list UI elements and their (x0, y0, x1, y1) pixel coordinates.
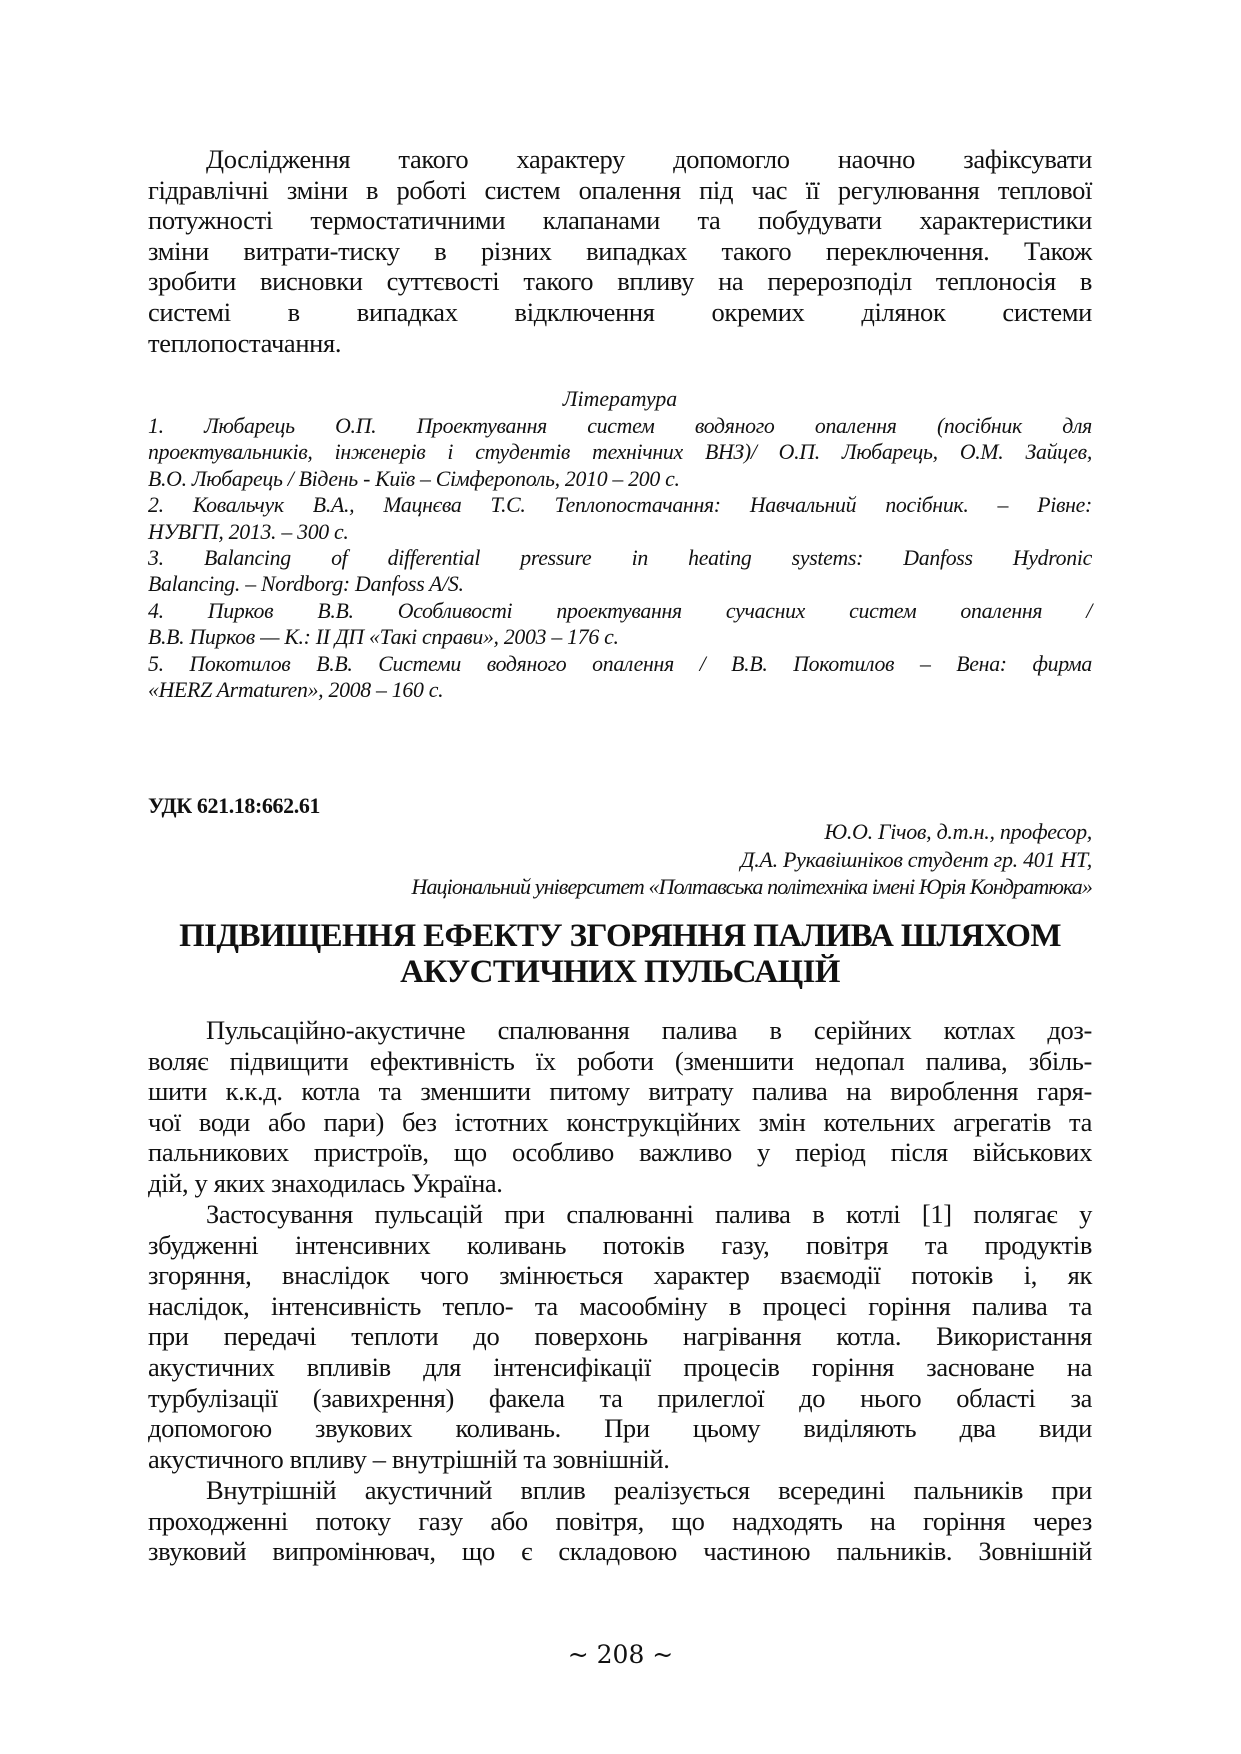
text-line: 2. Ковальчук В.А., Мацнєва Т.С. Теплопостачання: Навчальний посібник. – Рівне: (148, 493, 1092, 518)
text-line: 1. Любарець О.П. Проектування систем водяного опалення (посібник для (148, 414, 1092, 438)
text-line: Внутрішній акустичний вплив реалізується всередині пальників при (206, 1475, 1092, 1505)
body-paragraph-2 (148, 1199, 1092, 1474)
body-paragraph-3 (148, 1475, 1092, 1567)
text-line: системі в випадках відключення окремих ділянок системи (148, 296, 1092, 327)
affiliation: Національний університет «Полтавська політехніка імені Юрія Кондратюка» (411, 874, 1092, 899)
text-line: проходженні потоку газу або повітря, що надходять на горіння через (148, 1505, 1092, 1536)
udc-code: УДК 621.18:662.61 (148, 793, 321, 818)
text-line: шити к.к.д. котла та зменшити питому витрату палива на вироблення гаря- (148, 1076, 1092, 1107)
text-line: 3. Balancing of differential pressure in heating systems: Danfoss Hydronic (148, 546, 1092, 571)
text-line: 4. Пирков В.В. Особливості проектування сучасних систем опалення / (148, 598, 1092, 623)
article-title (140, 918, 1100, 990)
top-paragraph (148, 144, 1092, 358)
body-paragraph-1 (148, 1015, 1092, 1199)
text-line: звуковий випромінювач, що є складовою частиною пальників. Зовнішній (148, 1536, 1092, 1567)
text-line: чої води або пари) без істотних конструкційних змін котельних агрегатів та (148, 1106, 1092, 1137)
references-list (148, 413, 1092, 703)
author-line: Ю.О. Гічов, д.т.н., професор, (824, 819, 1092, 844)
text-line: зробити висновки суттєвості такого впливу на перерозподіл теплоносія в (148, 266, 1092, 297)
text-line: допомогою звукових коливань. При цьому виділяють два види (148, 1413, 1092, 1444)
text-line: «HERZ Armaturen», 2008 – 160 с. (148, 678, 444, 703)
text-line: 5. Покотилов В.В. Системи водяного опалення / В.В. Покотилов – Вена: фирма (148, 651, 1092, 676)
reference-item (148, 651, 1092, 704)
text-line: згоряння, внаслідок чого змінюється характер взаємодії потоків і, як (148, 1260, 1092, 1291)
author-line: Д.А. Рукавішніков студент гр. 401 НТ, (740, 846, 1092, 872)
text-line: гідравлічні зміни в роботі систем опалення під час її регулювання теплової (148, 174, 1092, 205)
text-line: Пульсаційно-акустичне спалювання палива в серійних котлах доз- (206, 1015, 1092, 1045)
text-line: наслідок, інтенсивність тепло- та масообміну в процесі горіння палива та (148, 1290, 1092, 1321)
text-line: теплопостачання. (148, 327, 342, 358)
text-line: НУВГП, 2013. – 300 с. (148, 519, 349, 544)
text-line: акустичних впливів для інтенсифікації процесів горіння засноване на (148, 1351, 1092, 1382)
text-line: акустичного впливу – внутрішній та зовнішній. (148, 1443, 670, 1474)
reference-item (148, 598, 1092, 651)
page-number: ~ 208 ~ (567, 1640, 674, 1669)
text-line: потужності термостатичними клапанами та побудувати характеристики (148, 205, 1092, 236)
references-heading: Література (562, 387, 678, 411)
text-line: В.О. Любарець / Відень - Київ – Сімферополь, 2010 – 200 с. (148, 466, 680, 491)
text-line: пальникових пристроїв, що особливо важливо у період після військових (148, 1137, 1092, 1168)
text-line: Застосування пульсацій при спалюванні палива в котлі [1] полягає у (206, 1199, 1092, 1229)
text-line: при передачі теплоти до поверхонь нагрівання котла. Використання (148, 1321, 1092, 1352)
text-line: турбулізації (завихрення) факела та прилеглої до нього області за (148, 1382, 1092, 1413)
text-line: воляє підвищити ефективність їх роботи (зменшити недопал палива, збіль- (148, 1045, 1092, 1076)
text-line: збудженні інтенсивних коливань потоків газу, повітря та продуктів (148, 1229, 1092, 1260)
authors-block (148, 818, 1092, 901)
text-line: В.В. Пирков — К.: ІІ ДП «Такі справи», 2003 – 176 с. (148, 625, 619, 650)
text-line: зміни витрати-тиску в різних випадках такого переключення. Також (148, 235, 1092, 266)
reference-item (148, 413, 1092, 492)
title-line: ПІДВИЩЕННЯ ЕФЕКТУ ЗГОРЯННЯ ПАЛИВА ШЛЯХОМ (179, 918, 1061, 954)
text-line: Balancing. – Nordborg: Danfoss A/S. (148, 572, 464, 597)
text-line: дій, у яких знаходилась Україна. (148, 1167, 503, 1198)
reference-item (148, 492, 1092, 545)
text-line: Дослідження такого характеру допомогло наочно зафіксувати (206, 144, 1092, 174)
reference-item (148, 545, 1092, 598)
title-line: АКУСТИЧНИХ ПУЛЬСАЦІЙ (400, 954, 840, 990)
text-line: проектувальників, інженерів і студентів технічних ВНЗ)/ О.П. Любарець, О.М. Зайцев, (148, 440, 1092, 465)
